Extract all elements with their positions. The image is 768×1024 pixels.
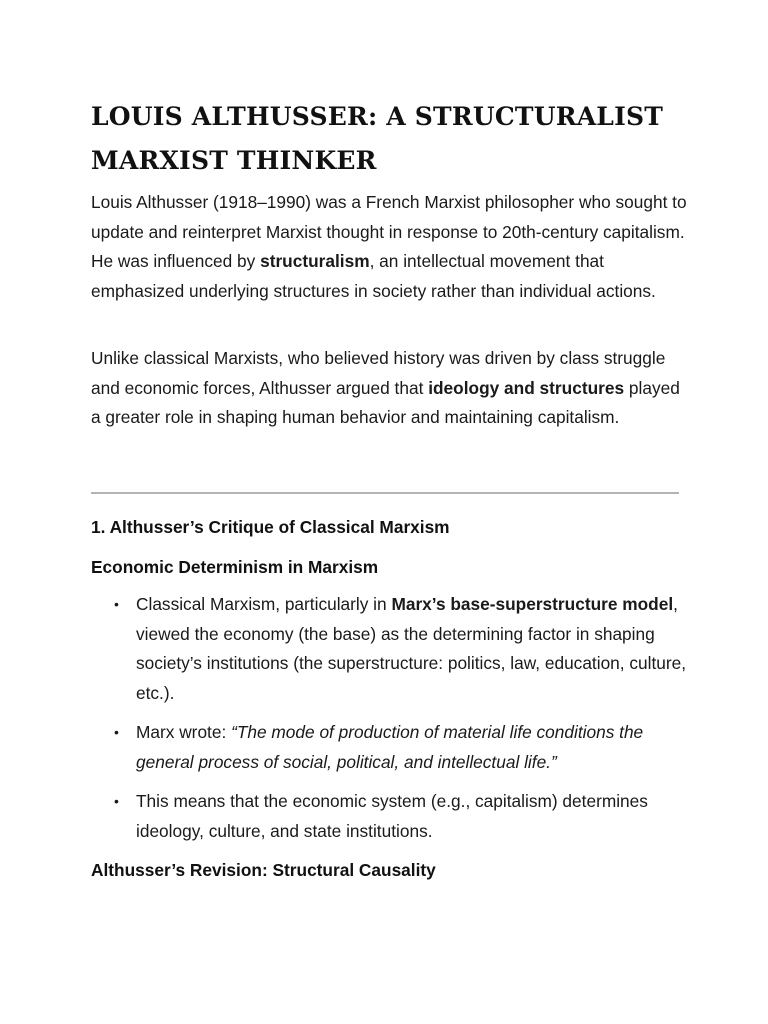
- bullet1-bold: Marx’s base-superstructure model: [391, 594, 674, 614]
- subheading-economic-determinism: Economic Determinism in Marxism: [91, 557, 379, 577]
- bullet2-quote: “The mode of production of material life conditions the general process of social, political, and intellectual life.”: [136, 722, 644, 772]
- horizontal-divider: [91, 492, 679, 494]
- intro-paragraph-2: [91, 344, 691, 433]
- bullet-icon: •: [114, 793, 119, 809]
- bullet-icon: •: [114, 724, 119, 740]
- intro-p2-text-b: played a greater role in shaping human behavior and maintaining capitalism.: [91, 377, 680, 428]
- subheading-structural-causality: Althusser’s Revision: Structural Causality: [91, 860, 436, 880]
- bullet2-text-a: Marx wrote:: [136, 722, 232, 742]
- list-item: [91, 718, 691, 777]
- list-item: [91, 590, 691, 708]
- bullet1-text-b: , viewed the economy (the base) as the determining factor in shaping society’s institutions (the superstructure: politics, law, education, culture, etc.).: [136, 594, 687, 703]
- section-heading: 1. Althusser’s Critique of Classical Marxism: [91, 517, 450, 537]
- bullet3-text: This means that the economic system (e.g., capitalism) determines ideology, culture, and state institutions.: [136, 791, 648, 841]
- bullet-icon: •: [114, 596, 119, 612]
- bullet1-text-a: Classical Marxism, particularly in: [136, 594, 392, 614]
- intro-p2-text-a: Unlike classical Marxists, who believed history was driven by class struggle and economic forces, Althusser argued that: [91, 348, 666, 398]
- intro-p1-bold: structuralism: [260, 251, 370, 272]
- list-item: [91, 787, 691, 846]
- intro-p1-text-b: , an intellectual movement that emphasized underlying structures in society rather than individual actions.: [91, 251, 656, 301]
- intro-paragraph-1: [91, 188, 691, 306]
- page-title: LOUIS ALTHUSSER: A STRUCTURALIST MARXIST THINKER: [91, 102, 664, 175]
- intro-p1-text-a: Louis Althusser (1918–1990) was a French Marxist philosopher who sought to update and reinterpret Marxist thought in response to 20th-century capitalism. He was influenced by: [91, 192, 687, 272]
- intro-p2-bold: ideology and structures: [428, 377, 625, 398]
